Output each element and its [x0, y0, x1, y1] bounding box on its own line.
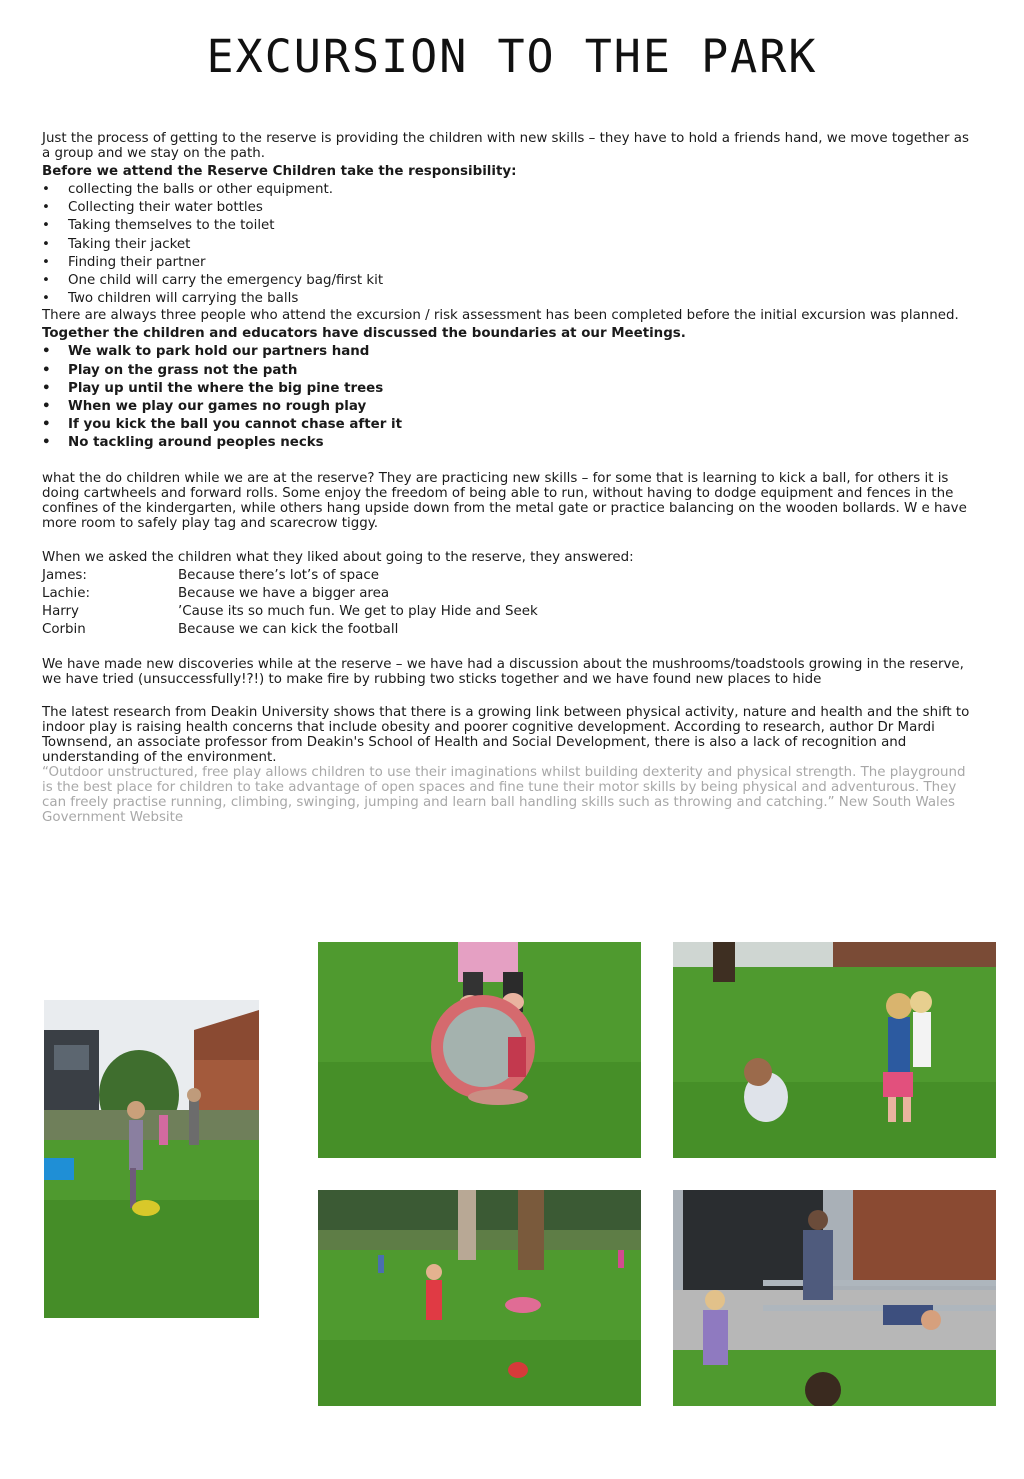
list-item: • Play up until the where the big pine trees	[42, 380, 977, 398]
page-title: EXCURSION TO THE PARK	[206, 30, 818, 83]
research-paragraph: The latest research from Deakin University shows that there is a growing link between physical activity, nature and health and the shift to indoor play is raising health concerns that include obesity and poorer cognitive development. According to research, author Dr Mardi Townsend, an associate professor from Deakin's School of Health and Social Development, there is also a lack of recognition and understanding of the environment.	[42, 705, 970, 766]
list-item: • Collecting their water bottles	[42, 199, 977, 217]
boundaries-list	[42, 343, 977, 452]
child-name: Harry	[42, 604, 79, 620]
photo-children-on-gate	[673, 1190, 996, 1406]
child-answer: Because there’s lot’s of space	[178, 567, 379, 583]
photo-children-running	[318, 1190, 641, 1406]
list-item: • Play on the grass not the path	[42, 362, 977, 380]
list-item: • If you kick the ball you cannot chase after it	[42, 416, 977, 434]
boundaries-heading: Together the children and educators have discussed the boundaries at our Meetings.	[42, 326, 686, 342]
list-item: • collecting the balls or other equipment.	[42, 181, 977, 199]
asked-intro: When we asked the children what they liked about going to the reserve, they answered:	[42, 549, 634, 565]
answer-row	[42, 603, 977, 621]
photo-child-forward-roll	[318, 942, 641, 1158]
child-answer: Because we can kick the football	[178, 622, 399, 638]
activities-paragraph: what the do children while we are at the reserve? They are practicing new skills – for some that is learning to kick a ball, for others it is doing cartwheels and forward rolls. Some enjoy the freedom of being able to run, without having to dodge equipment and fences in the confines of the kindergarten, while others hang upside down from the metal gate or practice balancing on the wooden bollards. W e have more room to safely play tag and scarecrow tiggy.	[42, 470, 967, 531]
list-item: • Two children will carrying the balls	[42, 290, 977, 308]
discoveries-paragraph: We have made new discoveries while at the reserve – we have had a discussion about the mushrooms/toadstools growing in the reserve, we have tried (unsuccessfully!?!) to make fire by rubbing two sticks together and we have found new places to hide	[42, 657, 964, 688]
list-item: • Taking themselves to the toilet	[42, 217, 977, 235]
child-answer: ’Cause its so much fun. We get to play Hide and Seek	[178, 604, 538, 620]
list-item: • We walk to park hold our partners hand	[42, 343, 977, 361]
list-item: • When we play our games no rough play	[42, 398, 977, 416]
child-answer: Because we have a bigger area	[178, 585, 390, 601]
photo-children-exploring	[673, 942, 996, 1158]
intro-paragraph: Just the process of getting to the reserve is providing the children with new skills – they have to hold a friends hand, we move together as a group and we stay on the path.	[42, 131, 969, 161]
answer-row	[42, 585, 977, 603]
answer-row	[42, 567, 977, 585]
list-item: • One child will carry the emergency bag/first kit	[42, 272, 977, 290]
child-name: Corbin	[42, 622, 86, 638]
child-name: Lachie:	[42, 585, 90, 601]
responsibility-heading: Before we attend the Reserve Children take the responsibility:	[42, 164, 517, 179]
child-name: James:	[42, 567, 87, 583]
staff-note: There are always three people who attend the excursion / risk assessment has been completed before the initial excursion was planned.	[42, 308, 959, 324]
responsibility-list	[42, 181, 977, 308]
photo-child-kicking-ball	[44, 1000, 259, 1318]
government-quote: “Outdoor unstructured, free play allows children to use their imaginations whilst building dexterity and physical strength. The playground is the best place for children to take advantage of open spaces and fine tune their motor skills by being physical and adventurous. They can freely practise running, climbing, swinging, jumping and learn ball handling skills such as throwing and catching.” New South Wales Government Website	[42, 765, 966, 826]
answer-row	[42, 621, 977, 639]
list-item: • Taking their jacket	[42, 236, 977, 254]
article-body	[42, 131, 977, 825]
list-item: • No tackling around peoples necks	[42, 434, 977, 452]
list-item: • Finding their partner	[42, 254, 977, 272]
